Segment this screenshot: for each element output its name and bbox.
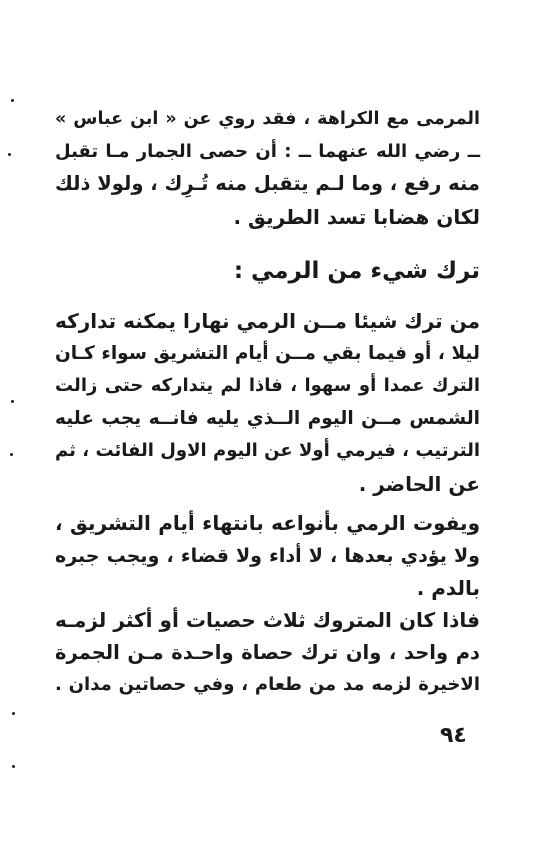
scan-speck	[12, 712, 15, 715]
text-line: ليلا ، أو فيما بقي مــن أيام التشريق سواء كـان	[55, 342, 480, 364]
scan-speck	[11, 400, 14, 403]
scan-speck	[10, 453, 13, 456]
text-line: لكان هضابا تسد الطريق .	[233, 204, 480, 229]
paragraph-1	[55, 103, 480, 233]
text-line: عن الحاضر .	[358, 471, 480, 496]
text-line: ويفوت الرمي بأنواعه بانتهاء أيام التشريق ،	[55, 511, 480, 535]
scan-speck	[8, 153, 11, 156]
text-line: الاخيرة لزمه مد من طعام ، وفي حصاتين مدان .	[55, 674, 480, 696]
paragraph-2	[55, 305, 480, 501]
text-line: منه رفع ، وما لـم يتقبل منه تُـرِك ، ولولا ذلك	[55, 172, 480, 196]
text-line: فاذا كان المتروك ثلاث حصيات أو أكثر لزمـه	[55, 608, 480, 632]
section-heading: ترك شيء من الرمي :	[233, 258, 480, 284]
text-line: الترتيب ، فيرمي أولا عن اليوم الاول الفائت ، ثم	[55, 440, 480, 462]
text-line: الشمس مــن اليوم الــذي يليه فانــه يجب عليه	[55, 407, 480, 429]
text-line: ــ رضي الله عنهما ــ : أن حصى الجمار مـا تقبل	[55, 140, 480, 162]
scan-speck	[11, 99, 14, 102]
text-line: من ترك شيئا مــن الرمي نهارا يمكنه تداركه	[54, 309, 480, 333]
text-line: ولا يؤدي بعدها ، لا أداء ولا قضاء ، ويجب جبره	[55, 544, 480, 567]
text-line: دم واحد ، وان ترك حصاة واحـدة مـن الجمرة	[55, 640, 480, 664]
text-line: المرمى مع الكراهة ، فقد روي عن « ابن عباس »	[55, 109, 480, 129]
paragraph-4	[55, 604, 480, 702]
text-line: الترك عمدا أو سهوا ، فاذا لم يتداركه حتى زالت	[55, 375, 480, 397]
paragraph-3	[55, 507, 480, 605]
page-number: ٩٤	[440, 723, 467, 748]
scan-speck	[12, 765, 15, 768]
text-line: بالدم .	[416, 576, 480, 601]
